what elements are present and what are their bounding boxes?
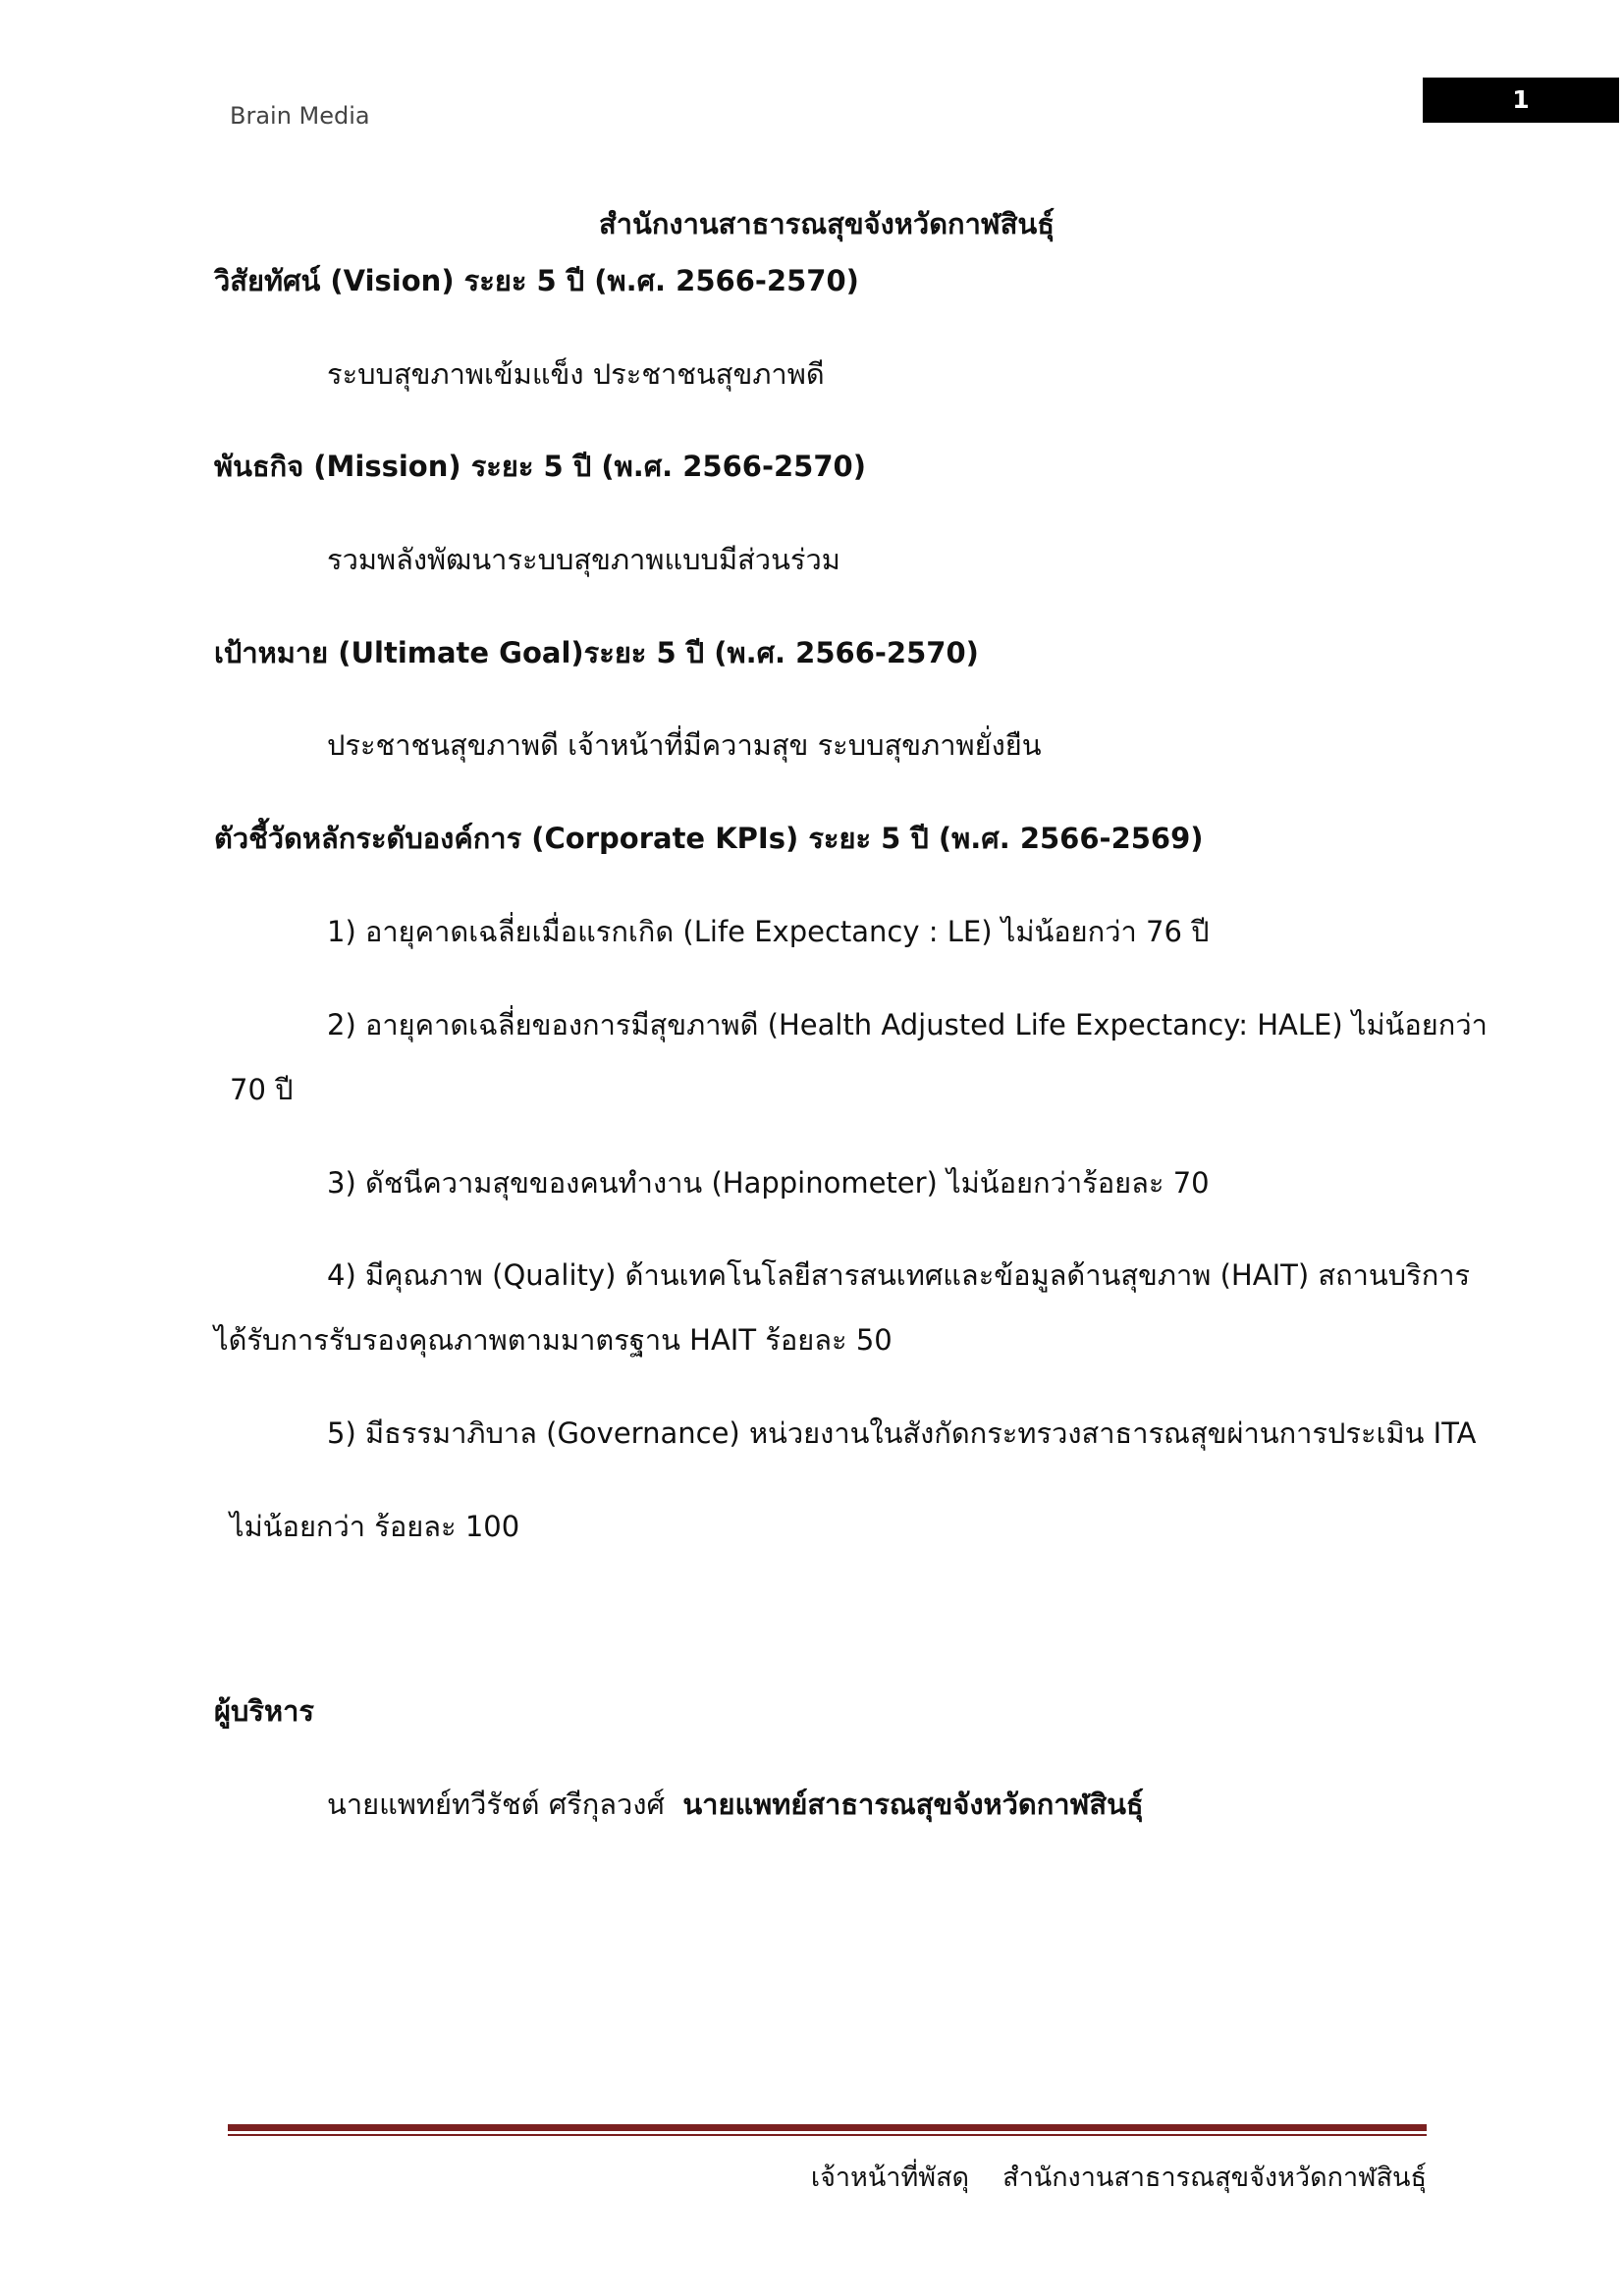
executive-line (327, 1785, 1144, 1824)
kpi-item-5: 5) มีธรรมาภิบาล (Governance) หน่วยงานในสังกัดกระทรวงสาธารณสุขผ่านการประเมิน ITA (327, 1416, 1477, 1450)
kpi-item-2-cont: 70 ปี (230, 1073, 294, 1106)
kpi-item-3: 3) ดัชนีความสุขของคนทำงาน (Happinometer) ไม่น้อยกว่าร้อยละ 70 (327, 1166, 1210, 1200)
page-number: 1 (1423, 78, 1619, 123)
kpi-item-4-cont: ได้รับการรับรองคุณภาพตามมาตรฐาน HAIT ร้อยละ 50 (214, 1323, 893, 1357)
kpi-item-5-cont: ไม่น้อยกว่า ร้อยละ 100 (230, 1510, 520, 1543)
footer-rule (228, 2124, 1427, 2131)
header-brand: Brain Media (230, 102, 370, 130)
vision-text: ระบบสุขภาพเข้มแข็ง ประชาชนสุขภาพดี (327, 357, 825, 391)
mission-heading: พันธกิจ (Mission) ระยะ 5 ปี (พ.ศ. 2566-2570) (214, 450, 866, 483)
goal-text: ประชาชนสุขภาพดี เจ้าหน้าที่มีความสุข ระบบสุขภาพยั่งยืน (327, 728, 1042, 762)
page-title: สำนักงานสาธารณสุขจังหวัดกาฬสินธุ์ (599, 207, 1055, 240)
footer-role: เจ้าหน้าที่พัสดุ (810, 2163, 970, 2193)
executive-name: นายแพทย์ทวีรัชต์ ศรีกุลวงศ์ (327, 1788, 665, 1821)
kpi-item-2: 2) อายุคาดเฉลี่ยของการมีสุขภาพดี (Health Adjusted Life Expectancy: HALE) ไม่น้อยกว่า (327, 1008, 1488, 1041)
mission-text: รวมพลังพัฒนาระบบสุขภาพแบบมีส่วนร่วม (327, 543, 840, 576)
kpis-heading: ตัวชี้วัดหลักระดับองค์การ (Corporate KPIs) ระยะ 5 ปี (พ.ศ. 2566-2569) (214, 822, 1204, 855)
footer-office: สำนักงานสาธารณสุขจังหวัดกาฬสินธุ์ (1002, 2163, 1427, 2193)
footer-rule-thin (228, 2134, 1427, 2136)
executive-heading: ผู้บริหาร (214, 1694, 314, 1728)
goal-heading: เป้าหมาย (Ultimate Goal)ระยะ 5 ปี (พ.ศ. 2566-2570) (214, 636, 979, 669)
vision-heading: วิสัยทัศน์ (Vision) ระยะ 5 ปี (พ.ศ. 2566-2570) (214, 264, 859, 297)
kpi-item-4: 4) มีคุณภาพ (Quality) ด้านเทคโนโลยีสารสนเทศและข้อมูลด้านสุขภาพ (HAIT) สถานบริการ (327, 1258, 1471, 1292)
kpi-item-1: 1) อายุคาดเฉลี่ยเมื่อแรกเกิด (Life Expectancy : LE) ไม่น้อยกว่า 76 ปี (327, 915, 1210, 948)
footer (811, 2156, 1427, 2198)
executive-position: นายแพทย์สาธารณสุขจังหวัดกาฬสินธุ์ (682, 1788, 1144, 1821)
